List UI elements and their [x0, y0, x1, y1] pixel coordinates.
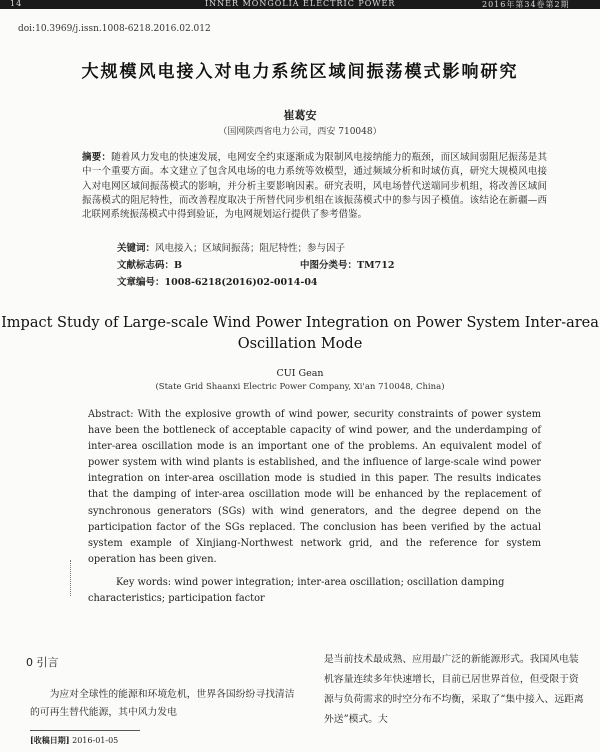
doc-code: [117, 257, 182, 271]
running-header: [0, 0, 600, 9]
body-right-column: 是当前技术最成熟、应用最广泛的新能源形式。我国风电装机容量连续多年快速增长，目前已居世界首位，但受限于资源与负荷需求的时空分布不均衡，采取了“集中接入、远距离外送”模式。大: [324, 654, 584, 725]
issue-info: 2016年第34卷第2期: [482, 0, 570, 9]
keywords-cn-text: 风电接入；区域间振荡；阻尼特性；参与因子: [155, 243, 346, 254]
footnote-date: 2016-01-05: [72, 736, 119, 745]
title-en: Impact Study of Large-scale Wind Power Integration on Power System Inter-area Oscillation Mode: [1, 315, 599, 352]
margin-dots: [70, 560, 73, 596]
keywords-en: [88, 575, 541, 607]
abstract-cn-text: 随着风力发电的快速发展，电网安全约束逐渐成为限制风电接纳能力的瓶颈，而区域间弱阻尼振荡是其中一个重要方面。本文建立了包含风电场的电力系统等效模型，通过频域分析和时域仿真，研究大规模风电接入对电网区域间振荡模式的影响，并分析主要影响因素。研究表明，风电场替代送端同步机组，将改善区域间振荡模式的阻尼特性，而改善程度取决于所替代同步机组在该振荡模式中的参与因子模值。该结论在新疆—西北联网系统振荡模式中得到验证，为电网规划运行提供了参考借鉴。: [82, 152, 547, 221]
affiliation-en: (State Grid Shaanxi Electric Power Company, Xi'an 710048, China): [155, 382, 445, 392]
class-number: [300, 257, 394, 271]
author-en: CUI Gean: [276, 368, 324, 379]
author-cn: 崔葛安: [283, 109, 317, 122]
article-number: [117, 274, 318, 288]
body-left-column: 为应对全球性的能源和环境危机，世界各国纷纷寻找清洁的可再生替代能源，其中风力发电: [30, 689, 295, 718]
doc-code-label: 文献标志码：: [117, 260, 175, 271]
affiliation-cn: （国网陕西省电力公司，西安 710048）: [218, 127, 382, 137]
abstract-en: [88, 407, 541, 568]
footnote-rule: [30, 730, 140, 731]
section-heading: 0 引言: [26, 656, 59, 669]
title-cn: 大规模风电接入对电力系统区域间振荡模式影响研究: [81, 62, 519, 82]
journal-name: INNER MONGOLIA ELECTRIC POWER: [205, 0, 396, 8]
article-number-label: 文章编号：: [117, 277, 165, 288]
class-number-value: TM712: [357, 260, 395, 271]
keywords-cn: [117, 240, 345, 254]
footnote: [30, 735, 118, 746]
abstract-cn-label: 摘要：: [82, 152, 112, 163]
abstract-en-text: With the explosive growth of wind power, security constraints of power system have been the bottleneck of acceptable capacity of wind power, and the underdamping of inter-area oscillation mode is an important one of the problems. An equivalent model of power system with wind plants is established, and the influence of large-scale wind power integration on inter-area oscillation mode is studied in this paper. The results indicates that the damping of inter-area oscillation mode will be enhanced by the replacement of synchronous generators (SGs) with wind generators, and the degree depend on the participation factor of the SGs replaced. The conclusion has been verified by the actual system example of Xinjiang-Northwest network grid, and the reference for system operation has been given.: [88, 409, 541, 565]
keywords-en-text: wind power integration; inter-area oscillation; oscillation damping characteristics; participation factor: [88, 577, 505, 605]
footnote-label: [收稿日期]: [30, 735, 70, 745]
doc-code-value: B: [174, 260, 183, 271]
class-number-label: 中图分类号：: [300, 260, 358, 271]
article-number-value: 1008-6218(2016)02-0014-04: [164, 277, 318, 288]
keywords-cn-label: 关键词：: [117, 243, 156, 254]
page-number: 14: [10, 0, 23, 8]
doi[interactable]: doi:10.3969/j.issn.1008-6218.2016.02.012: [18, 24, 211, 34]
keywords-en-label: Key words:: [116, 577, 175, 588]
abstract-cn: [82, 151, 547, 222]
abstract-en-label: Abstract:: [88, 409, 138, 420]
